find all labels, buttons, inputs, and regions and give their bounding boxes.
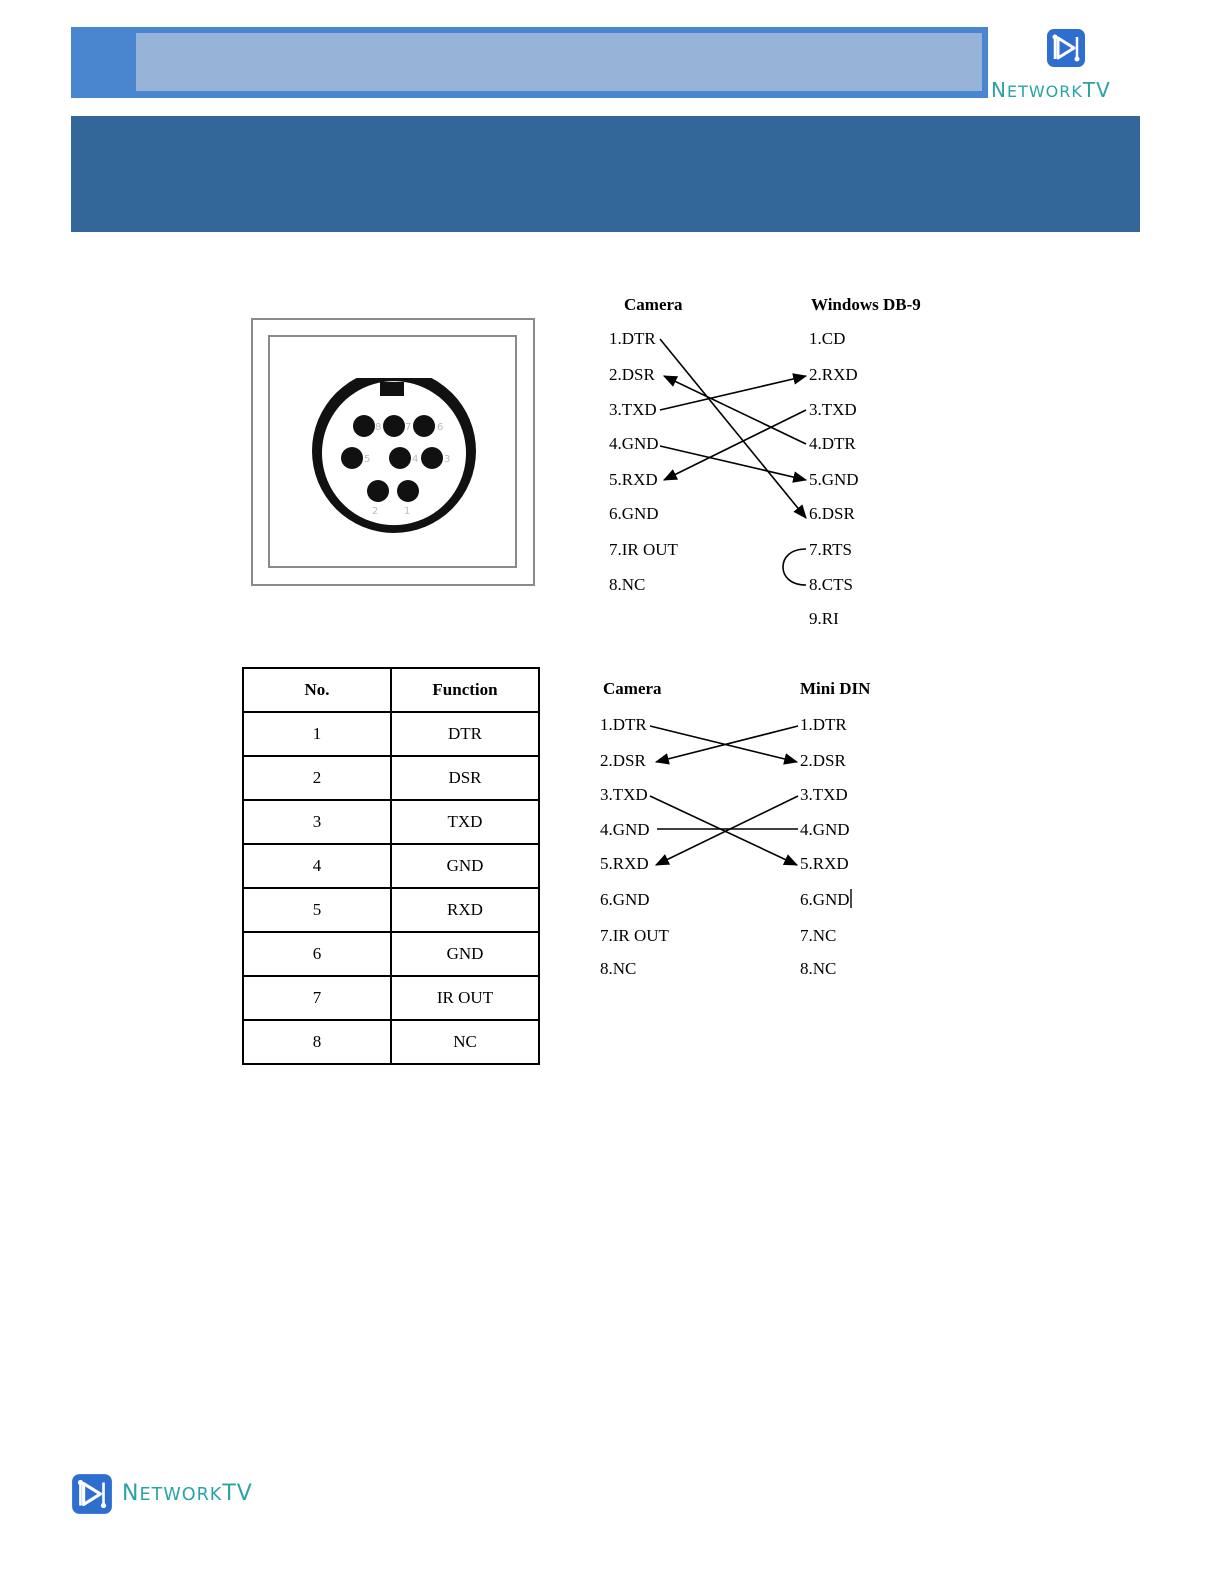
cell-function: GND <box>391 932 539 976</box>
pin-label-1: 1 <box>404 506 411 517</box>
mindin-right-pin: 6.GND <box>800 890 850 909</box>
mindin-right-pin: 8.NC <box>800 959 837 978</box>
pin-label-6: 6 <box>437 422 444 433</box>
db9-wires <box>0 0 1225 700</box>
db9-left-pin: 1.DTR <box>609 329 656 348</box>
db9-left-pin: 8.NC <box>609 575 646 594</box>
db9-left-pin: 5.RXD <box>609 470 658 489</box>
mindin-left-pin: 5.RXD <box>600 854 649 873</box>
db9-right-pin: 5.GND <box>809 470 859 489</box>
pin-label-5: 5 <box>364 454 371 465</box>
db9-right-pin: 2.RXD <box>809 365 858 384</box>
mindin-title: Mini DIN <box>800 679 871 698</box>
footer-logo-icon <box>70 1472 114 1516</box>
mindin-left-pin: 4.GND <box>600 820 650 839</box>
cell-no: 5 <box>243 888 391 932</box>
cell-no: 1 <box>243 712 391 756</box>
db9-right-pin: 7.RTS <box>809 540 852 559</box>
db9-right-pin: 8.CTS <box>809 575 853 594</box>
mindin-wires <box>0 650 1225 990</box>
db9-left-pin: 7.IR OUT <box>609 540 678 559</box>
mindin-right-pin: 5.RXD <box>800 854 849 873</box>
table-row <box>243 1020 539 1064</box>
db9-camera-title: Camera <box>624 295 683 314</box>
header-no: No. <box>243 668 391 712</box>
cell-function: NC <box>391 1020 539 1064</box>
cell-function: IR OUT <box>391 976 539 1020</box>
mindin-left-pin: 6.GND <box>600 890 650 909</box>
mindin-camera-title: Camera <box>603 679 662 698</box>
cell-function: RXD <box>391 888 539 932</box>
mindin-right-pin: 1.DTR <box>800 715 847 734</box>
mindin-right-pin: 3.TXD <box>800 785 848 804</box>
cell-no: 6 <box>243 932 391 976</box>
db9-windows-title: Windows DB-9 <box>811 295 921 314</box>
mindin-left-pin: 1.DTR <box>600 715 647 734</box>
mindin-right-pin: 2.DSR <box>800 751 846 770</box>
mindin-left-pin: 2.DSR <box>600 751 646 770</box>
db9-left-pin: 6.GND <box>609 504 659 523</box>
db9-right-pin: 1.CD <box>809 329 846 348</box>
cell-no: 2 <box>243 756 391 800</box>
mindin-left-pin: 3.TXD <box>600 785 648 804</box>
db9-right-pin: 4.DTR <box>809 434 856 453</box>
cell-no: 7 <box>243 976 391 1020</box>
cell-function: DSR <box>391 756 539 800</box>
pin-label-7: 7 <box>405 422 412 433</box>
db9-left-pin: 3.TXD <box>609 400 657 419</box>
brand-name: NETWORKTV <box>991 78 1111 102</box>
db9-right-pin: 3.TXD <box>809 400 857 419</box>
cell-no: 4 <box>243 844 391 888</box>
mindin-left-pin: 8.NC <box>600 959 637 978</box>
pin-label-2: 2 <box>372 506 379 517</box>
header-function: Function <box>391 668 539 712</box>
pin-label-8: 8 <box>375 422 382 433</box>
db9-left-pin: 4.GND <box>609 434 659 453</box>
footer-brand-name: NETWORKTV <box>122 1481 253 1506</box>
mindin-right-pin: 7.NC <box>800 926 837 945</box>
cell-function: GND <box>391 844 539 888</box>
cell-no: 8 <box>243 1020 391 1064</box>
pin-label-4: 4 <box>412 454 419 465</box>
cell-function: TXD <box>391 800 539 844</box>
db9-left-pin: 2.DSR <box>609 365 655 384</box>
mindin-right-pin: 4.GND <box>800 820 850 839</box>
mindin-left-pin: 7.IR OUT <box>600 926 669 945</box>
db9-right-pin: 9.RI <box>809 609 839 628</box>
pin-label-3: 3 <box>444 454 451 465</box>
db9-right-pin: 6.DSR <box>809 504 855 523</box>
cell-function: DTR <box>391 712 539 756</box>
cell-no: 3 <box>243 800 391 844</box>
